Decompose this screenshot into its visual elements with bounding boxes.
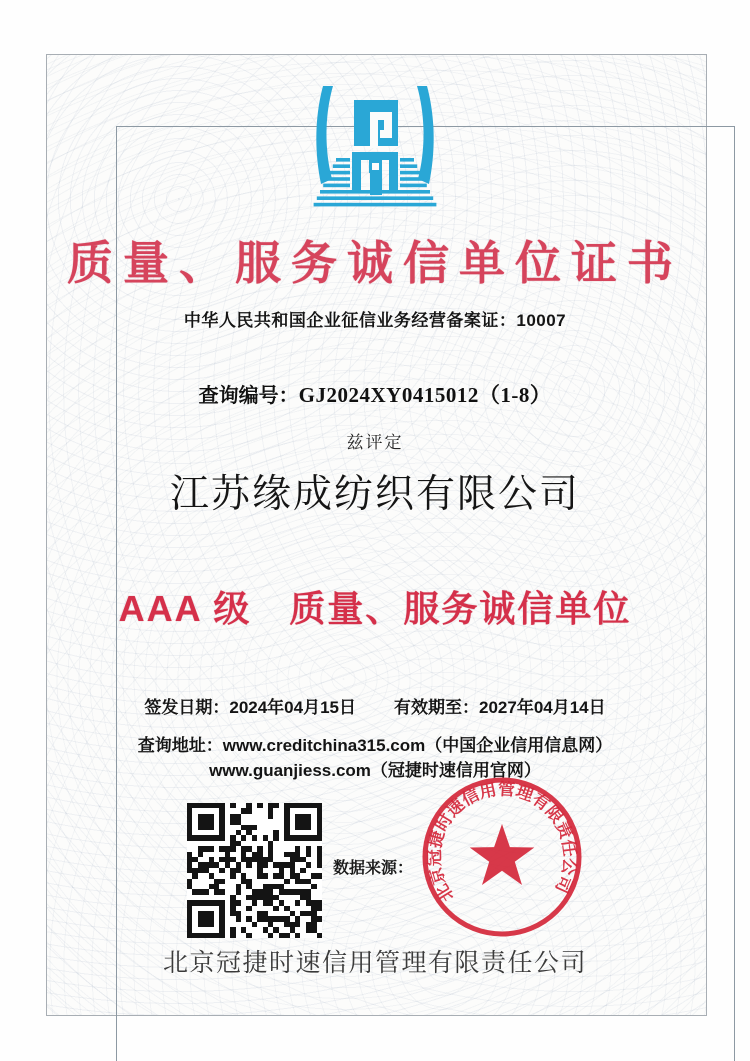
query-address-line2: www.guanjiess.com（冠捷时速信用官网） <box>209 760 541 780</box>
query-address-url1: www.creditchina315.com（中国企业信用信息网） <box>222 736 613 755</box>
company-seal <box>417 772 587 942</box>
award-title: AAA 级 质量、服务诚信单位 <box>118 588 632 629</box>
certificate-subtitle: 中华人民共和国企业征信业务经营备案证：10007 <box>183 311 567 330</box>
seal-text: 北京冠捷时速信用管理有限责任公司 <box>425 780 579 905</box>
certificate-title: 质量、服务诚信单位证书 <box>67 237 683 289</box>
qr-code-icon <box>187 803 322 938</box>
query-address-label: 查询地址： <box>137 736 223 755</box>
company-name: 江苏缘成纺织有限公司 <box>169 473 580 516</box>
query-number-line <box>0 379 750 409</box>
issue-date: 签发日期：2024年04月15日 <box>144 698 356 717</box>
company-logo-icon <box>290 86 460 214</box>
company-seal-icon <box>417 772 587 942</box>
query-number-label: 查询编号： <box>198 385 299 407</box>
query-address-line1 <box>0 734 750 759</box>
award-intro: 兹评定 <box>346 433 404 452</box>
valid-until: 有效期至：2027年04月14日 <box>394 698 606 717</box>
date-row <box>0 693 750 718</box>
issuer-name: 北京冠捷时速信用管理有限责任公司 <box>162 949 587 977</box>
query-number-value: GJ2024XY0415012（1-8） <box>298 383 552 407</box>
logo-container <box>0 86 750 219</box>
data-source-label: 数据来源： <box>333 860 414 877</box>
query-address <box>0 734 750 783</box>
red-star-icon <box>470 824 535 885</box>
